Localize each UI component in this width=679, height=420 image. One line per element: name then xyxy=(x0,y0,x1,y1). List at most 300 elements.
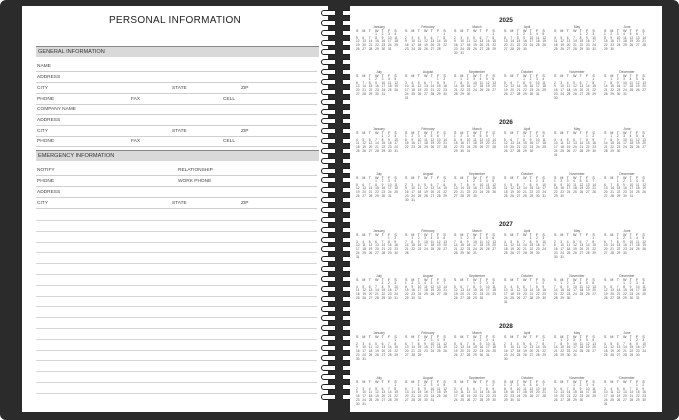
day-cell: 2 xyxy=(535,179,538,183)
weekday-letter: S xyxy=(642,278,645,282)
day-cell: 9 xyxy=(479,341,482,346)
month-name: March xyxy=(472,127,482,131)
note-line[interactable] xyxy=(36,393,317,394)
weekday-letter: F xyxy=(635,380,639,384)
day-cell: 4 xyxy=(542,134,545,138)
day-cell: 24 xyxy=(381,88,386,93)
day-cell: 26 xyxy=(642,190,646,195)
weekday-letter: M xyxy=(362,29,366,33)
day-cell: 9 xyxy=(554,84,556,89)
day-cell: 10 xyxy=(394,284,398,289)
month-name: February xyxy=(421,127,435,131)
day-cell: 20 xyxy=(460,292,464,297)
day-cell: 6 xyxy=(635,32,638,36)
weekday-letter: F xyxy=(635,131,639,135)
day-cell: 5 xyxy=(473,35,475,40)
weekday-letter: W xyxy=(424,278,428,282)
note-line[interactable] xyxy=(36,382,317,383)
day-cell: 11 xyxy=(387,80,392,85)
day-cell: 26 xyxy=(424,193,428,198)
day-cell: 26 xyxy=(362,148,366,153)
day-grid xyxy=(604,384,650,406)
weekday-letter: S xyxy=(443,380,446,384)
day-cell: 3 xyxy=(460,35,463,40)
day-cell: 24 xyxy=(573,349,577,354)
ring-gap xyxy=(335,344,343,352)
emergency-city-state-zip-field[interactable] xyxy=(36,208,317,209)
weekday-letter: S xyxy=(454,335,457,339)
weekday-letter: T xyxy=(616,233,619,237)
day-cell: 30 xyxy=(454,50,458,55)
day-cell: 3 xyxy=(604,386,606,391)
weekday-letter: T xyxy=(381,176,384,180)
day-cell: 16 xyxy=(394,243,398,248)
ring-gap xyxy=(335,393,343,401)
day-cell: 3 xyxy=(473,77,475,81)
note-line[interactable] xyxy=(36,360,317,361)
day-cell: 19 xyxy=(604,292,608,297)
phone-fax-cell-field[interactable] xyxy=(36,104,317,105)
day-cell: 10 xyxy=(504,288,508,293)
day-cell: 8 xyxy=(560,284,563,289)
note-line[interactable] xyxy=(36,328,317,329)
weekday-letter: S xyxy=(394,233,397,237)
weekday-letter: F xyxy=(585,74,589,78)
ring-gap xyxy=(335,108,343,116)
weekday-letter: T xyxy=(417,278,420,282)
day-cell: 29 xyxy=(529,193,534,198)
note-line[interactable] xyxy=(36,231,317,232)
month-name: December xyxy=(619,376,635,380)
day-cell: 22 xyxy=(381,145,386,150)
weekday-letter: W xyxy=(424,131,428,135)
day-cell: 26 xyxy=(616,397,621,402)
weekday-letter: S xyxy=(604,380,607,384)
weekday-letter: M xyxy=(411,233,415,237)
city-state-zip-field[interactable] xyxy=(36,93,317,94)
day-cell: 31 xyxy=(387,46,392,51)
day-cell: 5 xyxy=(368,239,371,244)
month-name: May xyxy=(573,25,581,29)
day-cell: 18 xyxy=(368,349,373,354)
day-cell: 1 xyxy=(405,134,407,138)
notify-relationship-field[interactable] xyxy=(36,175,317,176)
day-cell: 7 xyxy=(585,80,588,85)
day-cell: 3 xyxy=(623,77,625,81)
day-cell: 25 xyxy=(479,88,484,93)
note-line[interactable] xyxy=(36,252,317,253)
day-cell: 2 xyxy=(381,179,384,183)
day-cell: 23 xyxy=(504,352,508,357)
day-cell: 27 xyxy=(592,349,596,354)
day-cell: 29 xyxy=(394,352,398,357)
day-cell: 7 xyxy=(623,341,625,346)
weekday-letter: F xyxy=(585,380,589,384)
month-name: January xyxy=(373,229,385,233)
day-cell: 29 xyxy=(585,148,590,153)
day-cell: 4 xyxy=(560,137,563,142)
weekday-letter: S xyxy=(454,176,457,180)
day-cell: 29 xyxy=(492,46,496,51)
month-calendar xyxy=(554,127,600,157)
day-cell: 28 xyxy=(368,193,373,198)
day-cell: 24 xyxy=(394,292,398,297)
day-cell: 18 xyxy=(579,345,584,350)
day-cell: 7 xyxy=(375,284,377,289)
day-cell: 25 xyxy=(424,292,428,297)
weekday-letter: T xyxy=(629,29,632,33)
day-cell: 19 xyxy=(510,190,514,195)
weekday-letter: M xyxy=(510,233,514,237)
day-cell: 12 xyxy=(573,243,577,248)
day-cell: 12 xyxy=(473,39,477,44)
day-cell: 14 xyxy=(436,186,441,191)
weekday-letter: T xyxy=(516,131,519,135)
day-cell: 5 xyxy=(466,386,469,391)
day-cell: 17 xyxy=(542,243,546,248)
month-name: May xyxy=(573,331,581,335)
day-cell: 22 xyxy=(460,88,464,93)
day-cell: 10 xyxy=(485,341,490,346)
day-cell: 22 xyxy=(443,43,447,48)
day-cell: 8 xyxy=(573,386,575,391)
month-calendar xyxy=(504,172,550,202)
day-cell: 23 xyxy=(535,190,540,195)
day-cell: 2 xyxy=(535,236,538,240)
day-cell: 8 xyxy=(485,386,488,391)
note-line[interactable] xyxy=(36,296,317,297)
weekday-letter: F xyxy=(635,233,639,237)
day-cell: 21 xyxy=(523,247,527,252)
day-cell: 1 xyxy=(387,236,390,240)
day-cell: 10 xyxy=(629,239,634,244)
weekday-letter: S xyxy=(554,335,557,339)
weekday-letter: S xyxy=(443,335,446,339)
weekday-letter: M xyxy=(610,131,614,135)
day-cell: 16 xyxy=(466,84,471,89)
company-address-field[interactable] xyxy=(36,125,317,126)
day-cell: 26 xyxy=(443,349,447,354)
day-cell: 9 xyxy=(523,35,525,40)
day-cell: 13 xyxy=(430,186,435,191)
note-line[interactable] xyxy=(36,242,317,243)
weekday-letter: S xyxy=(554,278,557,282)
weekday-letter: T xyxy=(529,176,532,180)
note-line[interactable] xyxy=(36,350,317,351)
day-cell: 2 xyxy=(610,32,613,36)
day-cell: 6 xyxy=(375,239,377,244)
day-cell: 18 xyxy=(356,292,360,297)
day-cell: 12 xyxy=(362,141,366,146)
day-cell: 1 xyxy=(417,338,420,342)
day-cell: 19 xyxy=(635,84,640,89)
day-cell: 19 xyxy=(523,349,527,354)
day-cell: 19 xyxy=(362,292,366,297)
day-cell: 28 xyxy=(466,352,471,357)
day-cell: 3 xyxy=(405,80,407,85)
day-cell: 6 xyxy=(510,80,513,85)
day-cell: 26 xyxy=(485,247,490,252)
day-cell: 17 xyxy=(516,390,521,395)
day-cell: 11 xyxy=(492,284,496,289)
day-cell: 3 xyxy=(504,284,506,289)
day-cell: 18 xyxy=(610,394,614,399)
ring-gap xyxy=(335,157,343,165)
month-calendar xyxy=(454,331,500,361)
day-cell: 1 xyxy=(417,383,420,387)
day-cell: 1 xyxy=(460,236,463,240)
day-cell: 16 xyxy=(375,84,379,89)
day-cell: 3 xyxy=(623,134,625,138)
day-cell: 5 xyxy=(443,338,446,342)
fax-label: FAX xyxy=(131,97,141,102)
weekday-letter: T xyxy=(516,278,519,282)
weekday-letter: S xyxy=(592,131,595,135)
day-cell: 26 xyxy=(394,88,398,93)
day-cell: 20 xyxy=(623,394,627,399)
weekday-letter: F xyxy=(535,131,539,135)
note-line[interactable] xyxy=(36,274,317,275)
day-cell: 12 xyxy=(362,288,366,293)
weekday-letter: T xyxy=(417,176,420,180)
weekday-letter: W xyxy=(623,278,627,282)
month-calendar xyxy=(604,172,650,202)
day-cell: 1 xyxy=(616,236,619,240)
day-cell: 4 xyxy=(424,134,426,138)
day-cell: 14 xyxy=(554,345,558,350)
day-cell: 20 xyxy=(362,43,366,48)
day-cell: 7 xyxy=(430,80,433,85)
day-cell: 22 xyxy=(535,292,540,297)
phone-work-phone-field[interactable] xyxy=(36,186,317,187)
day-cell: 16 xyxy=(523,39,527,44)
day-cell: 7 xyxy=(616,284,619,289)
day-cell: 26 xyxy=(430,292,435,297)
day-cell: 8 xyxy=(387,239,390,244)
day-cell: 25 xyxy=(430,247,435,252)
note-line[interactable] xyxy=(36,263,317,264)
day-cell: 11 xyxy=(368,390,373,395)
day-cell: 8 xyxy=(579,35,582,40)
day-cell: 18 xyxy=(430,243,435,248)
day-cell: 5 xyxy=(510,239,513,244)
day-cell: 9 xyxy=(492,386,495,391)
ring-gap xyxy=(335,19,343,27)
day-cell: 16 xyxy=(460,141,464,146)
note-line[interactable] xyxy=(36,371,317,372)
day-cell: 16 xyxy=(560,186,564,191)
day-cell: 1 xyxy=(585,134,588,138)
day-cell: 23 xyxy=(424,349,428,354)
day-cell: 18 xyxy=(460,394,464,399)
weekday-letter: F xyxy=(585,335,589,339)
day-cell: 4 xyxy=(394,179,397,183)
note-line[interactable] xyxy=(36,317,317,318)
day-cell: 12 xyxy=(356,186,360,191)
day-cell: 2 xyxy=(466,236,469,240)
day-cell: 3 xyxy=(381,77,384,81)
weekday-letter: T xyxy=(381,335,384,339)
weekday-letter: M xyxy=(610,335,614,339)
day-cell: 13 xyxy=(579,243,584,248)
day-cell: 1 xyxy=(523,134,525,138)
day-cell: 13 xyxy=(642,137,646,142)
day-cell: 14 xyxy=(362,84,366,89)
day-cell: 8 xyxy=(454,137,456,142)
day-cell: 21 xyxy=(387,394,392,399)
day-cell: 2 xyxy=(529,134,532,138)
weekday-letter: T xyxy=(579,380,582,384)
day-cell: 6 xyxy=(604,182,606,187)
month-name: July xyxy=(376,172,382,176)
day-cell: 5 xyxy=(362,284,365,289)
day-cell: 17 xyxy=(417,141,422,146)
day-grid xyxy=(405,33,451,52)
day-cell: 26 xyxy=(510,250,514,255)
day-cell: 21 xyxy=(529,292,534,297)
day-cell: 17 xyxy=(623,84,627,89)
note-line[interactable] xyxy=(36,306,317,307)
general-information-header: GENERAL INFORMATION xyxy=(36,46,319,57)
company-city-state-zip-field[interactable] xyxy=(36,136,317,137)
day-cell: 25 xyxy=(573,190,577,195)
weekday-letter: S xyxy=(554,380,557,384)
note-line[interactable] xyxy=(36,339,317,340)
ring-gap xyxy=(335,39,343,47)
day-cell: 9 xyxy=(387,137,390,142)
day-cell: 18 xyxy=(436,390,441,395)
weekday-letter: T xyxy=(629,74,632,78)
emergency-zip-label: ZIP xyxy=(241,201,249,206)
name-field[interactable] xyxy=(36,71,317,72)
day-cell: 15 xyxy=(405,288,409,293)
day-cell: 2 xyxy=(635,338,638,342)
month-calendar xyxy=(454,70,500,100)
day-cell: 26 xyxy=(542,43,546,48)
day-grid xyxy=(504,339,550,361)
day-cell: 2 xyxy=(424,383,426,387)
weekday-letter: T xyxy=(417,380,420,384)
weekday-letter: T xyxy=(579,131,582,135)
day-cell: 16 xyxy=(411,141,415,146)
day-cell: 31 xyxy=(504,299,508,304)
ring-gap xyxy=(335,216,343,224)
day-cell: 20 xyxy=(381,349,386,354)
day-cell: 14 xyxy=(529,288,534,293)
day-cell: 24 xyxy=(635,292,640,297)
day-cell: 15 xyxy=(592,243,596,248)
day-cell: 19 xyxy=(629,39,634,44)
day-cell: 22 xyxy=(635,394,640,399)
day-cell: 16 xyxy=(642,390,646,395)
day-cell: 26 xyxy=(466,397,471,402)
weekday-letter: T xyxy=(566,176,569,180)
day-cell: 30 xyxy=(479,352,484,357)
note-line[interactable] xyxy=(36,220,317,221)
address-field[interactable] xyxy=(36,82,317,83)
weekday-letter: M xyxy=(610,74,614,78)
day-cell: 6 xyxy=(523,284,525,289)
day-cell: 31 xyxy=(635,295,640,300)
company-name-field[interactable] xyxy=(36,114,317,115)
day-cell: 7 xyxy=(443,281,446,285)
day-cell: 19 xyxy=(585,345,590,350)
company-phone-fax-cell-field[interactable] xyxy=(36,146,317,147)
day-grid xyxy=(554,237,600,259)
day-cell: 15 xyxy=(417,390,422,395)
day-cell: 31 xyxy=(473,250,477,255)
month-calendar xyxy=(356,274,402,304)
day-cell: 1 xyxy=(554,179,556,183)
day-cell: 13 xyxy=(592,284,596,289)
day-cell: 2 xyxy=(405,182,407,187)
day-cell: 27 xyxy=(381,397,386,402)
weekday-letter: F xyxy=(387,176,391,180)
day-grid xyxy=(356,180,402,199)
day-cell: 15 xyxy=(635,390,640,395)
day-cell: 10 xyxy=(560,84,564,89)
day-cell: 15 xyxy=(454,141,458,146)
weekday-letter: S xyxy=(542,278,545,282)
emergency-address-field[interactable] xyxy=(36,197,317,198)
weekday-letter: T xyxy=(466,380,469,384)
day-cell: 23 xyxy=(356,352,360,357)
weekday-letter: S xyxy=(394,131,397,135)
day-cell: 26 xyxy=(554,397,558,402)
day-cell: 13 xyxy=(504,39,508,44)
day-cell: 15 xyxy=(560,288,564,293)
day-cell: 3 xyxy=(356,239,358,244)
day-cell: 16 xyxy=(535,243,540,248)
weekday-letter: F xyxy=(387,335,391,339)
weekday-letter: T xyxy=(566,380,569,384)
day-cell: 11 xyxy=(479,80,483,85)
day-cell: 4 xyxy=(504,239,506,244)
day-cell: 1 xyxy=(542,338,545,342)
day-cell: 31 xyxy=(394,295,398,300)
day-cell: 29 xyxy=(523,91,527,96)
month-calendar xyxy=(405,25,451,55)
day-cell: 20 xyxy=(516,190,521,195)
day-cell: 19 xyxy=(610,349,614,354)
day-cell: 15 xyxy=(375,39,379,44)
weekday-letter: W xyxy=(375,29,379,33)
weekday-letter: W xyxy=(523,233,527,237)
day-cell: 13 xyxy=(375,243,379,248)
weekday-letter: W xyxy=(573,380,577,384)
day-cell: 19 xyxy=(454,292,458,297)
day-cell: 19 xyxy=(566,145,571,150)
day-cell: 16 xyxy=(473,186,477,191)
day-cell: 23 xyxy=(642,394,646,399)
day-cell: 24 xyxy=(592,43,596,48)
day-cell: 6 xyxy=(381,386,384,391)
day-cell: 7 xyxy=(485,35,488,40)
weekday-letter: F xyxy=(635,278,639,282)
day-cell: 10 xyxy=(516,386,521,391)
weekday-letter: F xyxy=(535,335,539,339)
day-cell: 31 xyxy=(573,352,577,357)
day-cell: 24 xyxy=(535,145,540,150)
day-cell: 29 xyxy=(529,250,534,255)
day-cell: 23 xyxy=(629,292,634,297)
note-line[interactable] xyxy=(36,285,317,286)
day-cell: 23 xyxy=(387,145,392,150)
day-cell: 14 xyxy=(443,284,447,289)
weekday-letter: S xyxy=(504,335,507,339)
weekday-letter: T xyxy=(616,278,619,282)
weekday-letter: T xyxy=(629,278,632,282)
